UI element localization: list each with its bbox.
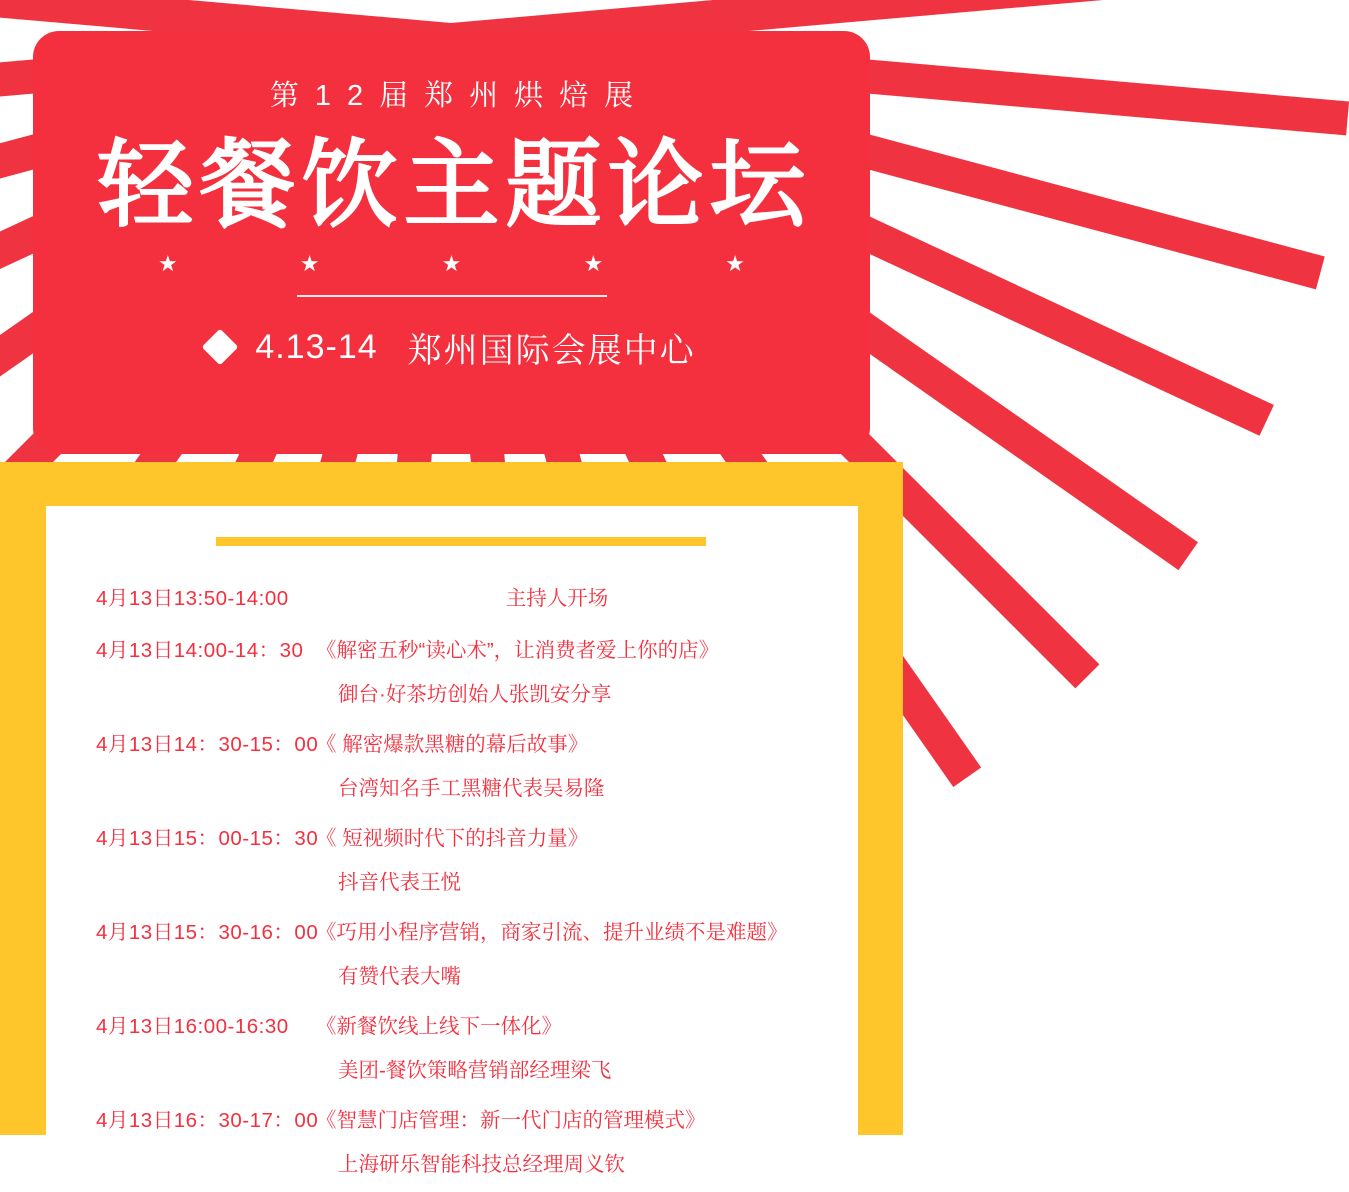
schedule-topic: 《巧用小程序营销，商家引流、提升业绩不是难题》 bbox=[316, 921, 788, 944]
schedule-row bbox=[46, 576, 858, 622]
schedule-detail bbox=[316, 628, 858, 716]
header-card bbox=[33, 31, 870, 454]
schedule-speaker: 抖音代表王悦 bbox=[338, 871, 461, 894]
accent-bar bbox=[216, 537, 706, 546]
schedule-list bbox=[46, 576, 858, 1192]
diamond-icon bbox=[202, 329, 239, 366]
schedule-detail bbox=[316, 576, 858, 622]
schedule-time: 4月13日14:00-14：30 bbox=[96, 639, 304, 662]
page-title: 轻餐饮主题论坛 bbox=[97, 132, 812, 239]
schedule-speaker: 御台·好茶坊创始人张凯安分享 bbox=[338, 683, 612, 706]
schedule-time: 4月13日15：30-16：00 bbox=[96, 921, 319, 944]
schedule-topic: 《新餐饮线上线下一体化》 bbox=[316, 1015, 562, 1038]
schedule-detail bbox=[316, 1004, 858, 1092]
star-decoration-icon: ★ ★ ★ ★ ★ bbox=[157, 250, 804, 276]
top-section bbox=[0, 0, 903, 462]
event-venue: 郑州国际会展中心 bbox=[407, 331, 696, 370]
schedule-topic: 主持人开场 bbox=[505, 587, 609, 610]
schedule-topic: 《 短视频时代下的抖音力量》 bbox=[316, 827, 589, 850]
schedule-row bbox=[46, 628, 858, 716]
schedule-topic: 《智慧门店管理：新一代门店的管理模式》 bbox=[316, 1109, 706, 1132]
schedule-time: 4月13日14：30-15：00 bbox=[96, 733, 319, 756]
schedule-detail bbox=[316, 722, 858, 810]
event-series-title: 第12届郑州烘焙展 bbox=[269, 80, 650, 112]
schedule-row bbox=[46, 1004, 858, 1092]
schedule-card bbox=[46, 506, 858, 1176]
schedule-time: 4月13日16:00-16:30 bbox=[96, 1015, 289, 1038]
schedule-topic: 《解密五秒“读心术”，让消费者爱上你的店》 bbox=[316, 639, 720, 662]
schedule-time: 4月13日13:50-14:00 bbox=[96, 587, 289, 610]
schedule-speaker: 台湾知名手工黑糖代表吴易隆 bbox=[338, 777, 605, 800]
schedule-row bbox=[46, 722, 858, 810]
schedule-detail bbox=[316, 1098, 858, 1186]
schedule-time: 4月13日15：00-15：30 bbox=[96, 827, 319, 850]
schedule-detail bbox=[316, 910, 858, 998]
schedule-row bbox=[46, 910, 858, 998]
body-section bbox=[0, 462, 903, 1176]
schedule-row bbox=[46, 1098, 858, 1186]
schedule-speaker: 上海研乐智能科技总经理周义钦 bbox=[338, 1153, 625, 1176]
schedule-topic: 《 解密爆款黑糖的幕后故事》 bbox=[316, 733, 589, 756]
schedule-detail bbox=[316, 816, 858, 904]
schedule-time: 4月13日16：30-17：00 bbox=[96, 1109, 319, 1132]
schedule-row bbox=[46, 816, 858, 904]
date-venue-row bbox=[33, 323, 870, 372]
divider bbox=[297, 295, 607, 297]
event-date: 4.13-14 bbox=[255, 327, 378, 366]
schedule-speaker: 美团-餐饮策略营销部经理梁飞 bbox=[338, 1059, 612, 1082]
schedule-speaker: 有赞代表大嘴 bbox=[338, 965, 461, 988]
